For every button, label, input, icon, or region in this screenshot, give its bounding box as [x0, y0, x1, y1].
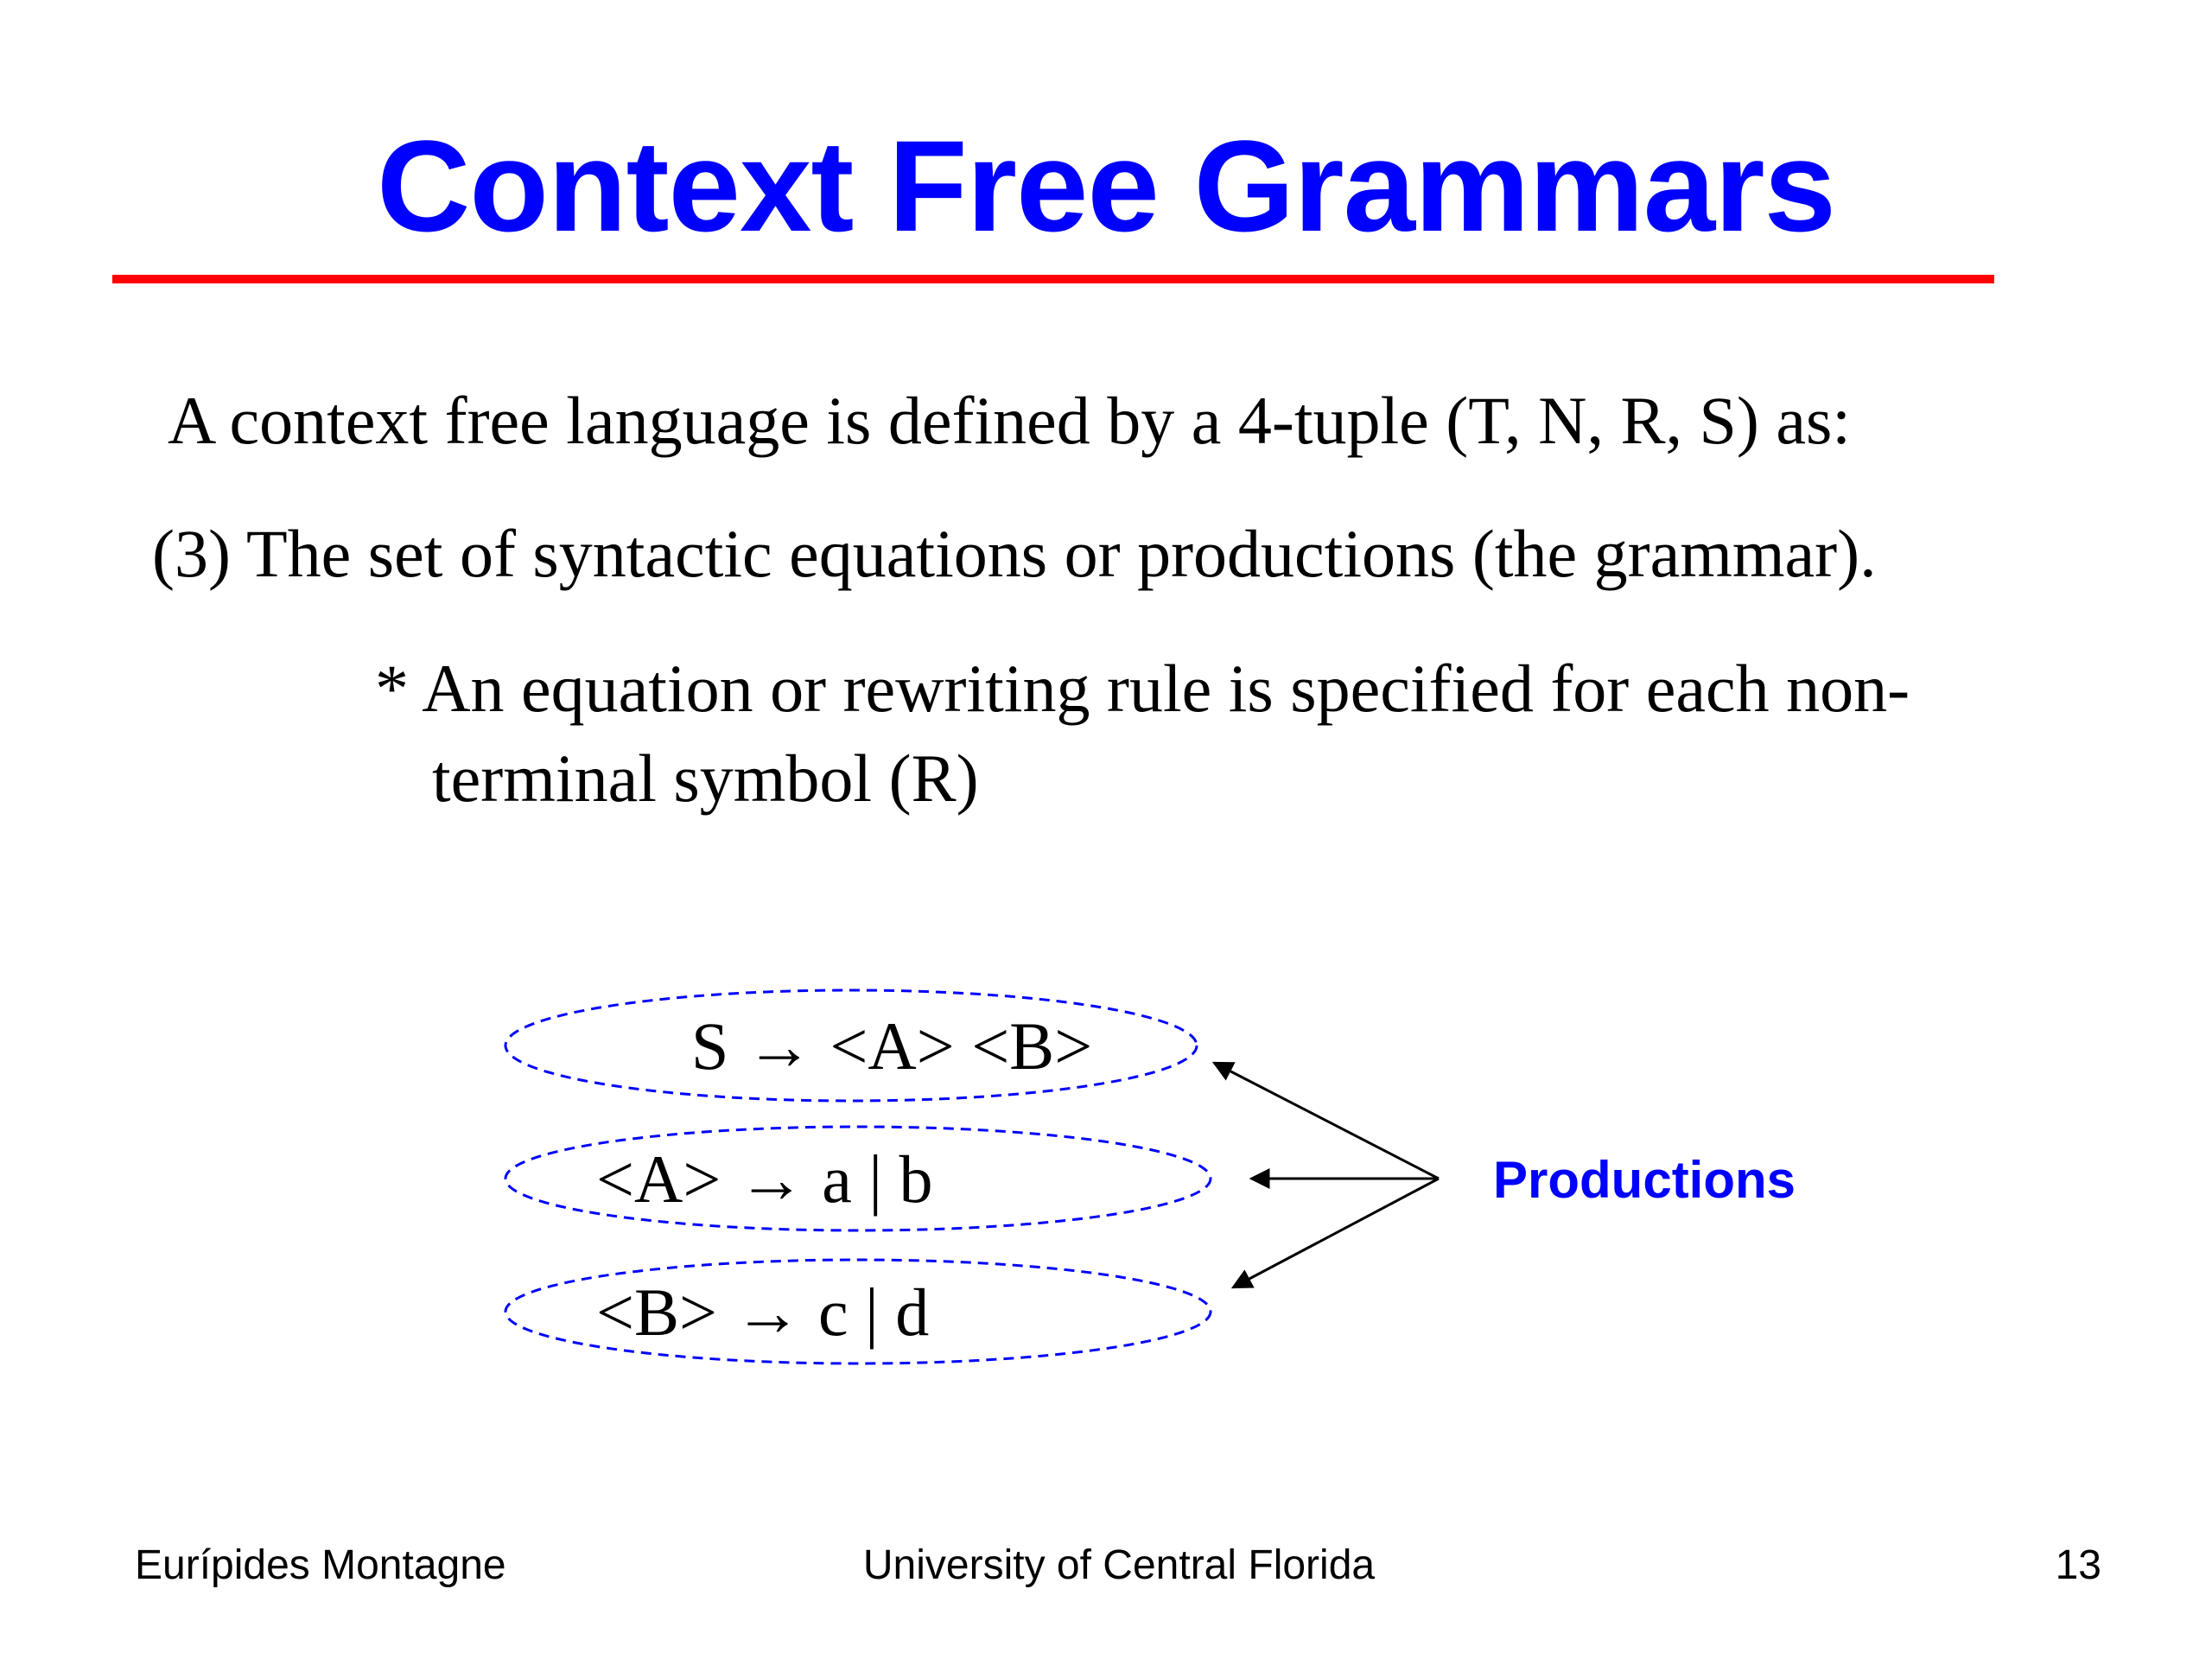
arrow-to-production-1 — [1214, 1063, 1439, 1179]
bullet-text-line-1: * An equation or rewriting rule is specified for each non- — [375, 651, 1910, 726]
item-3-text: (3) The set of syntactic equations or productions (the grammar). — [152, 516, 1877, 591]
arrow-to-production-3 — [1233, 1179, 1439, 1287]
page-number: 13 — [2055, 1542, 2101, 1588]
production-rule-1: S → <A> <B> — [691, 1008, 1093, 1084]
bullet-text-line-2: terminal symbol (R) — [432, 741, 979, 816]
productions-label: Productions — [1493, 1151, 1796, 1209]
intro-text: A context free language is defined by a 4-tuple (T, N, R, S) as: — [168, 383, 1851, 458]
slide-title: Context Free Grammars — [377, 113, 1835, 258]
production-rule-2: <A> → a | b — [596, 1141, 933, 1217]
footer-institution: University of Central Florida — [862, 1542, 1376, 1588]
production-rule-3: <B> → c | d — [596, 1274, 930, 1350]
footer-author: Eurípides Montagne — [135, 1542, 506, 1588]
